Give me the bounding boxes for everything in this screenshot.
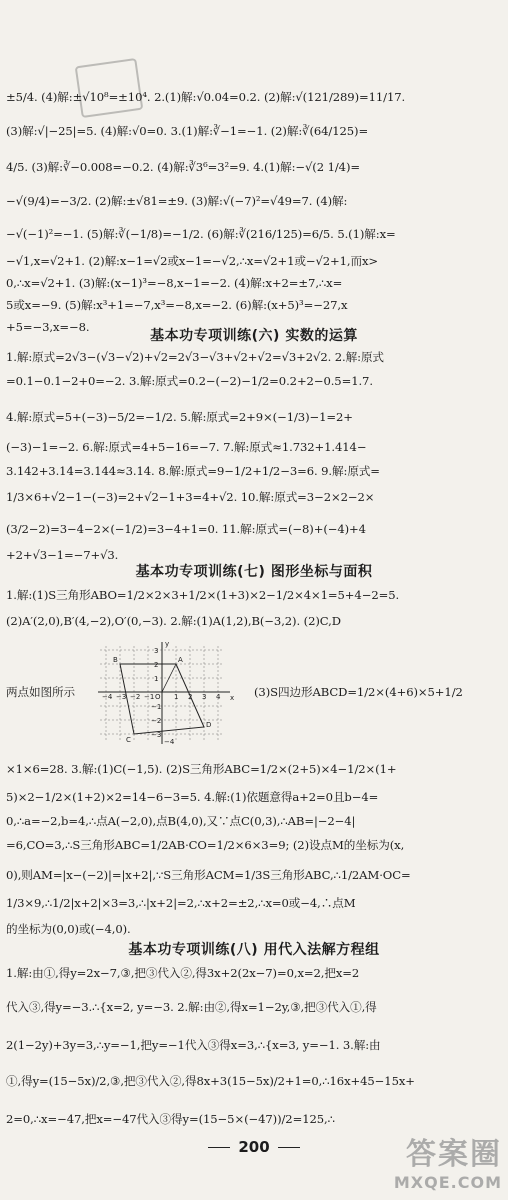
text-line: +2+√3−1=−7+√3. — [6, 548, 119, 562]
x-tick: 4 — [216, 693, 221, 701]
text-line: 5或x=−9. (5)解:x³+1=−7,x³=−8,x=−2. (6)解:(x+5)³=−27,x — [6, 298, 348, 312]
text-line: 0,∴a=−2,b=4,∴点A(−2,0),点B(4,0),又∵点C(0,3),∴AB=|−2−4| — [6, 814, 356, 828]
text-line: 4/5. (3)解:∛−0.008=−0.2. (4)解:∛3⁶=3²=9. 4.(1)解:−√(2 1/4)= — [6, 160, 360, 174]
axis-label: y — [165, 640, 170, 648]
text-line: 4.解:原式=5+(−3)−5/2=−1/2. 5.解:原式=2+9×(−1/3)−1=2+ — [6, 410, 353, 424]
text-line: 1/3×6+√2−1−(−3)=2+√2−1+3=4+√2. 10.解:原式=3−2×2−2× — [6, 490, 375, 504]
text-line: (3)S四边形ABCD=1/2×(4+6)×5+1/2 — [254, 685, 463, 699]
y-tick: −2 — [151, 717, 162, 725]
x-tick: −2 — [130, 693, 141, 701]
text-line: ①,得y=(15−5x)/2,③,把③代入②,得8x+3(15−5x)/2+1=0,∴16x+45−15x+ — [6, 1074, 415, 1088]
text-line: 2(1−2y)+3y=3,∴y=−1,把y=−1代入③得x=3,∴{x=3, y=−1. 3.解:由 — [6, 1038, 381, 1052]
page-number-text: 200 — [238, 1138, 270, 1156]
text-line: +5=−3,x=−8. — [6, 320, 90, 334]
x-tick: O — [155, 693, 161, 701]
y-tick: −4 — [164, 738, 175, 746]
text-line: =6,CO=3,∴S三角形ABC=1/2AB·CO=1/2×6×3=9; (2)设点M的坐标为(x, — [6, 838, 405, 852]
text-line: ±5/4. (4)解:±√10⁸=±10⁴. 2.(1)解:√0.04=0.2. (2)解:√(121/289)=11/17. — [6, 90, 406, 104]
x-tick: −4 — [102, 693, 113, 701]
y-tick: 1 — [154, 675, 159, 683]
text-line: 两点如图所示 — [6, 685, 75, 699]
x-tick: 2 — [188, 693, 193, 701]
text-line: 3.142+3.14=3.144≈3.14. 8.解:原式=9−1/2+1/2−3=6. 9.解:原式= — [6, 464, 380, 478]
text-line: 的坐标为(0,0)或(−4,0). — [6, 922, 131, 936]
x-tick: −1 — [144, 693, 155, 701]
text-line: (2)A′(2,0),B′(4,−2),O′(0,−3). 2.解:(1)A(1,2),B(−3,2). (2)C,D — [6, 614, 341, 628]
text-line: =0.1−0.1−2+0=−2. 3.解:原式=0.2−(−2)−1/2=0.2+2−0.5=1.7. — [6, 374, 373, 388]
section-heading-6: 基本功专项训练(六) 实数的运算 — [150, 328, 358, 344]
section-heading-8: 基本功专项训练(八) 用代入法解方程组 — [128, 942, 380, 958]
y-tick: 2 — [154, 661, 159, 669]
text-line: (3)解:√|−25|=5. (4)解:√0=0. 3.(1)解:∛−1=−1. (2)解:∛(64/125)= — [6, 124, 369, 138]
text-line: 1.解:原式=2√3−(√3−√2)+√2=2√3−√3+√2+√2=√3+2√2. 2.解:原式 — [6, 350, 384, 364]
y-tick: −1 — [151, 703, 162, 711]
text-line: 1.解:由①,得y=2x−7,③,把③代入②,得3x+2(2x−7)=0,x=2,把x=2 — [6, 966, 360, 980]
text-line: −√(9/4)=−3/2. (2)解:±√81=±9. (3)解:√(−7)²=√49=7. (4)解: — [6, 194, 348, 208]
text-line: 1.解:(1)S三角形ABO=1/2×2×3+1/2×(1+3)×2−1/2×4×1=5+4−2=5. — [6, 588, 400, 602]
y-tick: −3 — [151, 731, 162, 739]
text-line: 代入③,得y=−3.∴{x=2, y=−3. 2.解:由②,得x=1−2y,③,把③代入①,得 — [6, 1000, 377, 1014]
text-line: 2=0,∴x=−47,把x=−47代入③得y=(15−5×(−47))/2=125,∴ — [6, 1112, 335, 1126]
point-label: C — [126, 736, 131, 744]
x-tick: 3 — [202, 693, 207, 701]
site-watermark — [394, 1129, 502, 1192]
point-label: B — [113, 656, 118, 664]
coordinate-graph — [96, 640, 236, 746]
y-tick: 3 — [154, 647, 159, 655]
text-line: −√(−1)²=−1. (5)解:∛(−1/8)=−1/2. (6)解:∛(216/125)=6/5. 5.(1)解:x= — [6, 227, 396, 241]
text-line: −√1,x=√2+1. (2)解:x−1=√2或x−1=−√2,∴x=√2+1或−√2+1,而x> — [6, 254, 379, 268]
text-line: 0,∴x=√2+1. (3)解:(x−1)³=−8,x−1=−2. (4)解:x+2=±7,∴x= — [6, 276, 343, 290]
point-label: D — [206, 721, 212, 729]
x-tick: 1 — [174, 693, 179, 701]
text-line: (−3)−1=−2. 6.解:原式=4+5−16=−7. 7.解:原式≈1.732+1.414− — [6, 440, 367, 454]
watermark-url: MXQE.COM — [393, 1173, 502, 1192]
text-line: (3/2−2)=3−4−2×(−1/2)=3−4+1=0. 11.解:原式=(−8)+(−4)+4 — [6, 522, 366, 536]
section-heading-7: 基本功专项训练(七) 图形坐标与面积 — [135, 564, 373, 580]
text-line: 1/3×9,∴1/2|x+2|×3=3,∴|x+2|=2,∴x+2=±2,∴x=0或−4,∴点M — [6, 896, 356, 910]
text-line: 0),则AM=|x−(−2)|=|x+2|,∵S三角形ACM=1/3S三角形ABC,∴1/2AM·OC= — [6, 868, 411, 882]
watermark-logo: 答案圈 — [406, 1137, 502, 1172]
text-line: ×1×6=28. 3.解:(1)C(−1,5). (2)S三角形ABC=1/2×(2+5)×4−1/2×(1+ — [6, 762, 397, 776]
point-label: A — [178, 656, 183, 664]
x-tick: −3 — [116, 693, 127, 701]
text-line: 5)×2−1/2×(1+2)×2=14−6−3=5. 4.解:(1)依题意得a+2=0且b−4= — [6, 790, 379, 804]
axis-label: x — [230, 694, 235, 702]
